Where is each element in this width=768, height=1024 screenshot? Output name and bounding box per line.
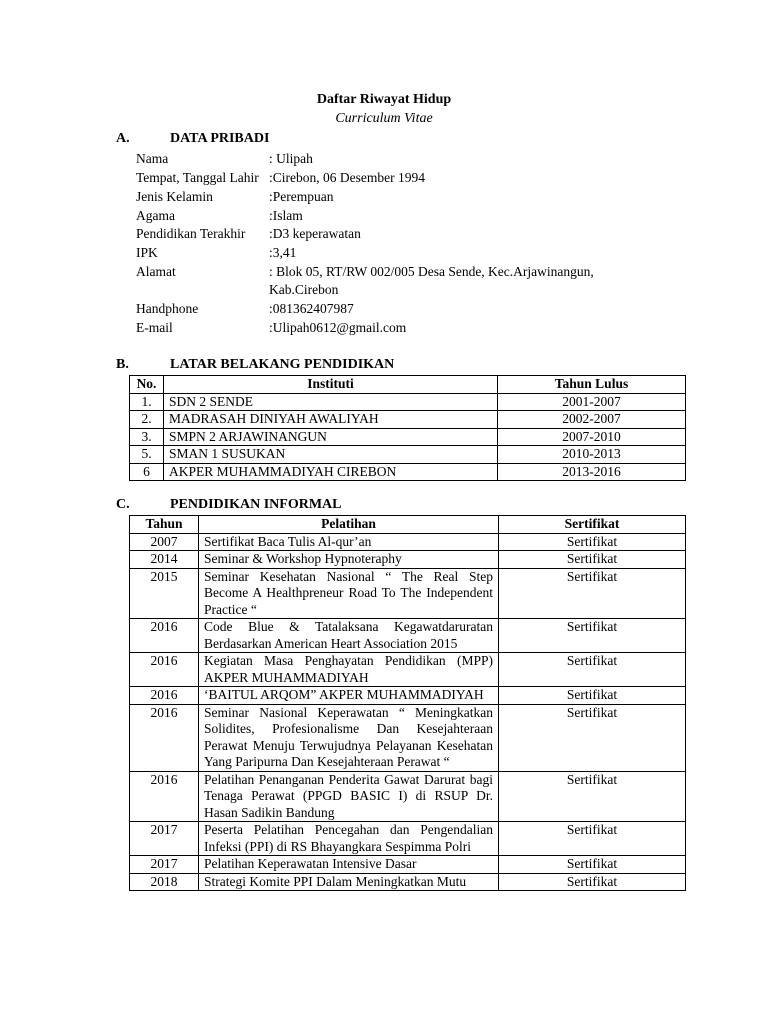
info-key: Handphone: [136, 301, 199, 316]
info-value: Kab.Cirebon: [269, 282, 339, 297]
cell-sertifikat: Sertifikat: [499, 771, 686, 822]
info-key: Alamat: [136, 264, 176, 279]
cell-pelatihan: Seminar Kesehatan Nasional “ The Real Step Become A Healthpreneur Road To The Independent Practice “: [199, 568, 499, 619]
column-header-tahun: Tahun: [130, 516, 199, 534]
table-row: [130, 411, 686, 429]
table-row: [130, 653, 686, 687]
informal-education-table: [129, 515, 686, 891]
cell-tahun: 2007: [130, 533, 199, 551]
cell-pelatihan: ‘BAITUL ARQOM” AKPER MUHAMMADIYAH: [199, 687, 499, 705]
section-a-title: DATA PRIBADI: [170, 131, 270, 146]
cell-institusi: AKPER MUHAMMADIYAH CIREBON: [164, 463, 498, 481]
document-title: Daftar Riwayat Hidup: [316, 92, 452, 107]
info-value: :081362407987: [269, 301, 354, 316]
info-key: Agama: [136, 208, 175, 223]
cell-pelatihan: Kegiatan Masa Penghayatan Pendidikan (MPP) AKPER MUHAMMADIYAH: [199, 653, 499, 687]
cell-pelatihan: Sertifikat Baca Tulis Al-qur’an: [199, 533, 499, 551]
table-row: [130, 568, 686, 619]
info-key: Tempat, Tanggal Lahir: [136, 170, 259, 185]
info-value: :Ulipah0612@gmail.com: [269, 320, 407, 335]
info-key: Nama: [136, 151, 169, 166]
info-value: :3,41: [269, 245, 297, 260]
table-row: [130, 873, 686, 891]
table-row: [130, 393, 686, 411]
cell-sertifikat: Sertifikat: [499, 856, 686, 874]
cell-tahun: 2016: [130, 653, 199, 687]
cell-tahun: 2017: [130, 822, 199, 856]
cell-sertifikat: Sertifikat: [499, 822, 686, 856]
cell-tahun: 2018: [130, 873, 199, 891]
table-row: [130, 856, 686, 874]
table-row: [130, 463, 686, 481]
info-value: : Ulipah: [269, 151, 313, 166]
info-key: Pendidikan Terakhir: [136, 226, 246, 241]
info-value: :Perempuan: [269, 189, 334, 204]
section-c-title: PENDIDIKAN INFORMAL: [170, 497, 342, 512]
cell-tahun: 2016: [130, 619, 199, 653]
cell-tahun: 2016: [130, 687, 199, 705]
cell-sertifikat: Sertifikat: [499, 533, 686, 551]
cell-pelatihan: Pelatihan Penanganan Penderita Gawat Darurat bagi Tenaga Perawat (PPGD BASIC I) di RSUP Dr. Hasan Sadikin Bandung: [199, 771, 499, 822]
info-value: : Blok 05, RT/RW 002/005 Desa Sende, Kec.Arjawinangun,: [269, 264, 594, 279]
cell-no: 6: [130, 463, 164, 481]
cell-pelatihan: Strategi Komite PPI Dalam Meningkatkan Mutu: [199, 873, 499, 891]
cell-tahun: 2007-2010: [498, 428, 686, 446]
cell-no: 1.: [130, 393, 164, 411]
cell-tahun: 2013-2016: [498, 463, 686, 481]
table-row: [130, 551, 686, 569]
cell-no: 3.: [130, 428, 164, 446]
cell-pelatihan: Seminar Nasional Keperawatan “ Meningkatkan Solidites, Profesionalisme Dan Kesejahteraan Perawat Menuju Terwujudnya Pelayanan Kesehatan Yang Paripurna Dan Kesejahteraan Perawat “: [199, 704, 499, 771]
table-row: [130, 771, 686, 822]
cell-sertifikat: Sertifikat: [499, 568, 686, 619]
education-header-row: [130, 376, 686, 394]
table-row: [130, 687, 686, 705]
cell-pelatihan: Pelatihan Keperawatan Intensive Dasar: [199, 856, 499, 874]
info-key: IPK: [136, 245, 158, 260]
informal-header-row: [130, 516, 686, 534]
cell-pelatihan: Peserta Pelatihan Pencegahan dan Pengendalian Infeksi (PPI) di RS Bhayangkara Sespimma Polri: [199, 822, 499, 856]
cell-sertifikat: Sertifikat: [499, 704, 686, 771]
cell-tahun: 2014: [130, 551, 199, 569]
cell-tahun: 2001-2007: [498, 393, 686, 411]
cell-sertifikat: Sertifikat: [499, 873, 686, 891]
info-value: :Islam: [269, 208, 303, 223]
cell-no: 5.: [130, 446, 164, 464]
table-row: [130, 428, 686, 446]
cell-tahun: 2015: [130, 568, 199, 619]
table-row: [130, 533, 686, 551]
table-row: [130, 446, 686, 464]
cell-institusi: SDN 2 SENDE: [164, 393, 498, 411]
section-c-heading: [116, 497, 342, 513]
section-a-heading: [116, 131, 269, 147]
cell-tahun: 2016: [130, 704, 199, 771]
column-header-tahun-lulus: Tahun Lulus: [498, 376, 686, 394]
column-header-pelatihan: Pelatihan: [199, 516, 499, 534]
cell-institusi: SMAN 1 SUSUKAN: [164, 446, 498, 464]
table-row: [130, 704, 686, 771]
info-value: :Cirebon, 06 Desember 1994: [269, 170, 425, 185]
table-row: [130, 822, 686, 856]
cell-sertifikat: Sertifikat: [499, 653, 686, 687]
cell-tahun: 2010-2013: [498, 446, 686, 464]
info-key: E-mail: [136, 320, 173, 335]
cell-no: 2.: [130, 411, 164, 429]
column-header-institusi: Instituti: [164, 376, 498, 394]
document-subtitle: Curriculum Vitae: [335, 111, 433, 126]
column-header-sertifikat: Sertifikat: [499, 516, 686, 534]
cell-tahun: 2017: [130, 856, 199, 874]
section-a-letter: A.: [116, 131, 130, 146]
info-value: :D3 keperawatan: [269, 226, 361, 241]
cell-sertifikat: Sertifikat: [499, 687, 686, 705]
education-table: [129, 375, 686, 481]
info-key: Jenis Kelamin: [136, 189, 213, 204]
section-b-heading: [116, 357, 394, 373]
cell-pelatihan: Code Blue & Tatalaksana Kegawatdaruratan Berdasarkan American Heart Association 2015: [199, 619, 499, 653]
cell-sertifikat: Sertifikat: [499, 551, 686, 569]
section-c-letter: C.: [116, 497, 130, 512]
section-b-title: LATAR BELAKANG PENDIDIKAN: [170, 357, 395, 372]
table-row: [130, 619, 686, 653]
cell-institusi: MADRASAH DINIYAH AWALIYAH: [164, 411, 498, 429]
cell-tahun: 2002-2007: [498, 411, 686, 429]
cell-tahun: 2016: [130, 771, 199, 822]
cell-pelatihan: Seminar & Workshop Hypnoteraphy: [199, 551, 499, 569]
column-header-no: No.: [130, 376, 164, 394]
section-b-letter: B.: [116, 357, 129, 372]
cell-institusi: SMPN 2 ARJAWINANGUN: [164, 428, 498, 446]
cell-sertifikat: Sertifikat: [499, 619, 686, 653]
